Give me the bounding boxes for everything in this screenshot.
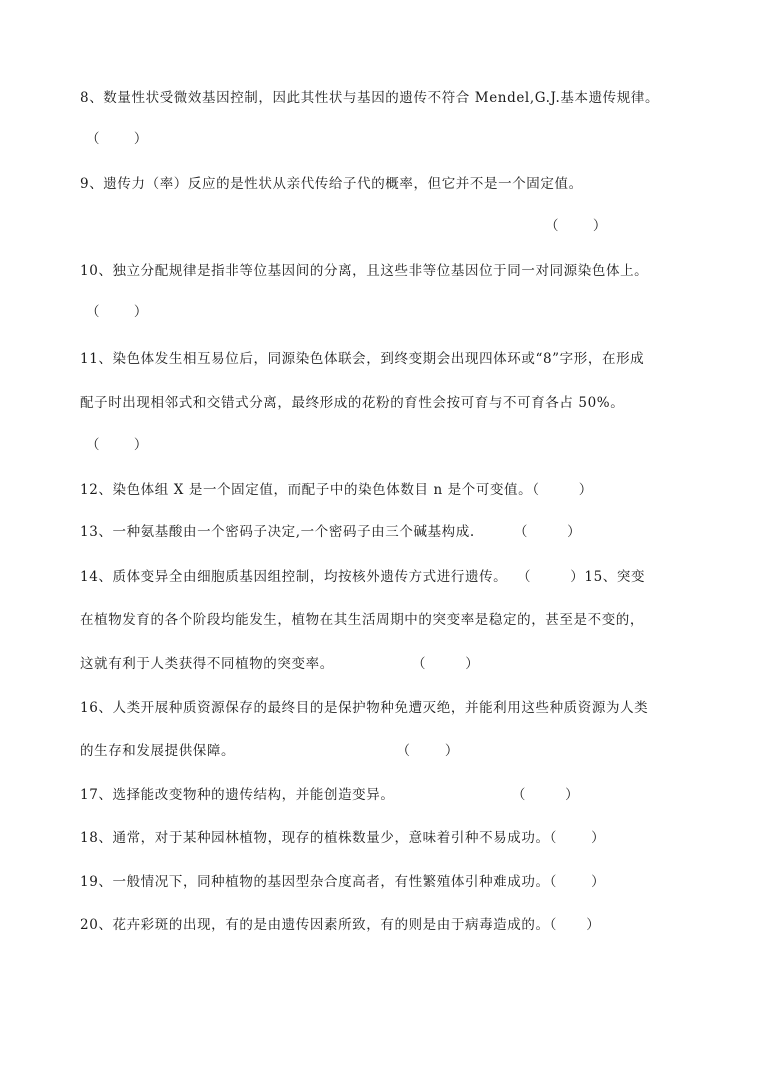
question-12-text: 12、染色体组 X 是一个固定值，而配子中的染色体数目 n 是个可变值。（ ） (80, 482, 593, 498)
question-18-text: 18、通常，对于某种园林植物，现存的植株数量少，意味着引种不易成功。（ ） (80, 830, 606, 846)
question-15-text-line-2: 在植物发育的各个阶段均能发生，植物在其生活周期中的突变率是稳定的，甚至是不变的， (80, 612, 644, 628)
question-15-text-line-3: 这就有利于人类获得不同植物的突变率。 （ ） (80, 656, 480, 672)
question-11-text-line-2: 配子时出现相邻式和交错式分离，最终形成的花粉的育性会按可育与不可育各占 50%。 (80, 395, 625, 411)
answer-blank-10[interactable]: （ ） (86, 304, 148, 320)
question-19-text: 19、一般情况下，同种植物的基因型杂合度高者，有性繁殖体引种难成功。（ ） (80, 874, 606, 890)
question-16-text-line-1: 16、人类开展种质资源保存的最终目的是保护物种免遭灭绝，并能利用这些种质资源为人类 (80, 700, 649, 716)
question-16-text-line-2: 的生存和发展提供保障。 （ ） (80, 743, 459, 759)
answer-blank-11[interactable]: （ ） (86, 437, 148, 453)
question-17-text: 17、选择能改变物种的遗传结构，并能创造变异。 （ ） (80, 787, 580, 803)
answer-blank-9[interactable]: （ ） (545, 218, 607, 234)
question-20-text: 20、花卉彩斑的出现，有的是由遗传因素所致，有的则是由于病毒造成的。（ ） (80, 917, 601, 933)
question-9-text: 9、遗传力（率）反应的是性状从亲代传给子代的概率，但它并不是一个固定值。 (80, 176, 583, 192)
question-14-text-line-1: 14、质体变异全由细胞质基因组控制，均按核外遗传方式进行遗传。 （ ）15、突变 (80, 569, 646, 585)
question-8-text: 8、数量性状受微效基因控制，因此其性状与基因的遗传不符合 Mendel,G.J.基本遗传规律。 (80, 90, 660, 106)
question-13-text: 13、一种氨基酸由一个密码子决定,一个密码子由三个碱基构成. （ ） (80, 524, 582, 540)
question-10-text: 10、独立分配规律是指非等位基因间的分离，且这些非等位基因位于同一对同源染色体上。 (80, 263, 649, 279)
question-11-text-line-1: 11、染色体发生相互易位后，同源染色体联会，到终变期会出现四体环或“8”字形，在形成 (80, 351, 645, 367)
answer-blank-8[interactable]: （ ） (86, 131, 148, 147)
